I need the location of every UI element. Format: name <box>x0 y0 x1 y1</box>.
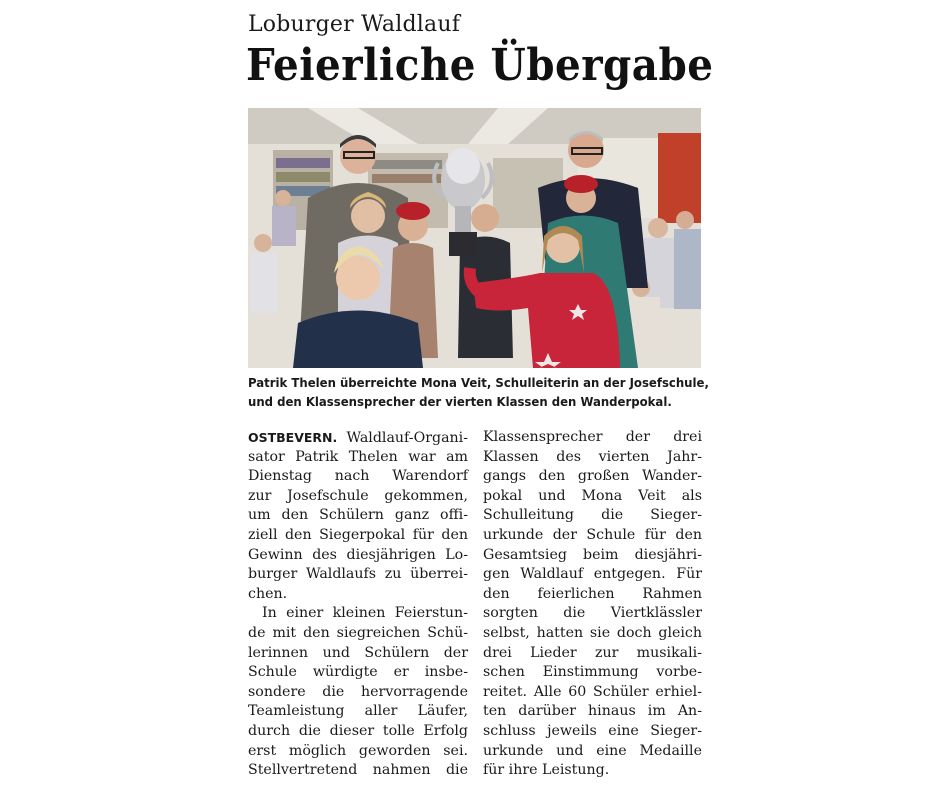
body-line: Gesamtsieg beim diesjähri- <box>483 546 702 563</box>
body-line: Teamleistung aller Läufer, <box>248 703 468 720</box>
body-line: durch die dieser tolle Erfolg <box>248 722 468 739</box>
article-column-left <box>248 428 468 781</box>
body-line: pokal und Mona Veit als <box>483 487 702 504</box>
body-line: reitet. Alle 60 Schüler erhiel- <box>483 683 702 700</box>
body-line: Schule würdigte er insbe- <box>248 664 468 681</box>
body-line: Gewinn des diesjährigen Lo- <box>248 546 468 563</box>
body-line: Stellvertretend nahmen die <box>248 762 468 779</box>
body-line: selbst, hatten sie doch gleich <box>483 624 702 641</box>
article-headline: Feierliche Übergabe <box>246 40 714 91</box>
caption-line: Patrik Thelen überreichte Mona Veit, Schulleiterin an der Josefschule, <box>248 376 709 390</box>
article-photo <box>248 108 701 368</box>
body-line: de mit den siegreichen Schü- <box>248 624 468 641</box>
body-line: chen. <box>248 585 288 602</box>
body-line: den feierlichen Rahmen <box>483 585 702 602</box>
body-line: für ihre Leistung. <box>483 762 610 779</box>
body-line: OSTBEVERN. Waldlauf-Organi- <box>248 430 468 446</box>
body-line: gen Waldlauf entgegen. Für <box>483 566 702 583</box>
body-line: drei Lieder zur musikali- <box>483 644 702 661</box>
body-line: Schulleitung die Sieger- <box>483 507 702 524</box>
caption-line: und den Klassensprecher der vierten Klassen den Wanderpokal. <box>248 395 672 409</box>
body-line: burger Waldlaufs zu überrei- <box>248 566 468 583</box>
body-line: sator Patrik Thelen war am <box>248 448 468 465</box>
body-line: Klassen des vierten Jahr- <box>483 448 702 465</box>
body-line: schen Einstimmung vorbe- <box>483 664 702 681</box>
body-line: sondere die hervorragende <box>248 683 468 700</box>
article-column-right <box>483 428 702 781</box>
body-line: In einer kleinen Feierstun- <box>262 605 468 622</box>
body-line: sorgten die Viertklässler <box>483 605 702 622</box>
dateline: OSTBEVERN. <box>248 430 338 445</box>
body-line: gangs den großen Wander- <box>483 468 702 485</box>
article-kicker: Loburger Waldlauf <box>248 12 461 37</box>
body-line: lerinnen und Schülern der <box>248 644 468 661</box>
body-line: um den Schülern ganz offi- <box>248 507 468 524</box>
body-line: Klassensprecher der drei <box>483 429 702 445</box>
body-line: zur Josefschule gekommen, <box>248 487 468 504</box>
photo-caption <box>248 374 709 412</box>
body-line: urkunde der Schule für den <box>483 526 702 543</box>
body-line: Dienstag nach Warendorf <box>248 468 468 485</box>
body-line: schluss jeweils eine Sieger- <box>483 722 702 739</box>
body-line: erst möglich geworden sei. <box>248 742 468 759</box>
body-line: ziell den Siegerpokal für den <box>248 526 468 543</box>
body-line: urkunde und eine Medaille <box>483 742 702 759</box>
body-line: ten darüber hinaus im An- <box>483 703 702 720</box>
